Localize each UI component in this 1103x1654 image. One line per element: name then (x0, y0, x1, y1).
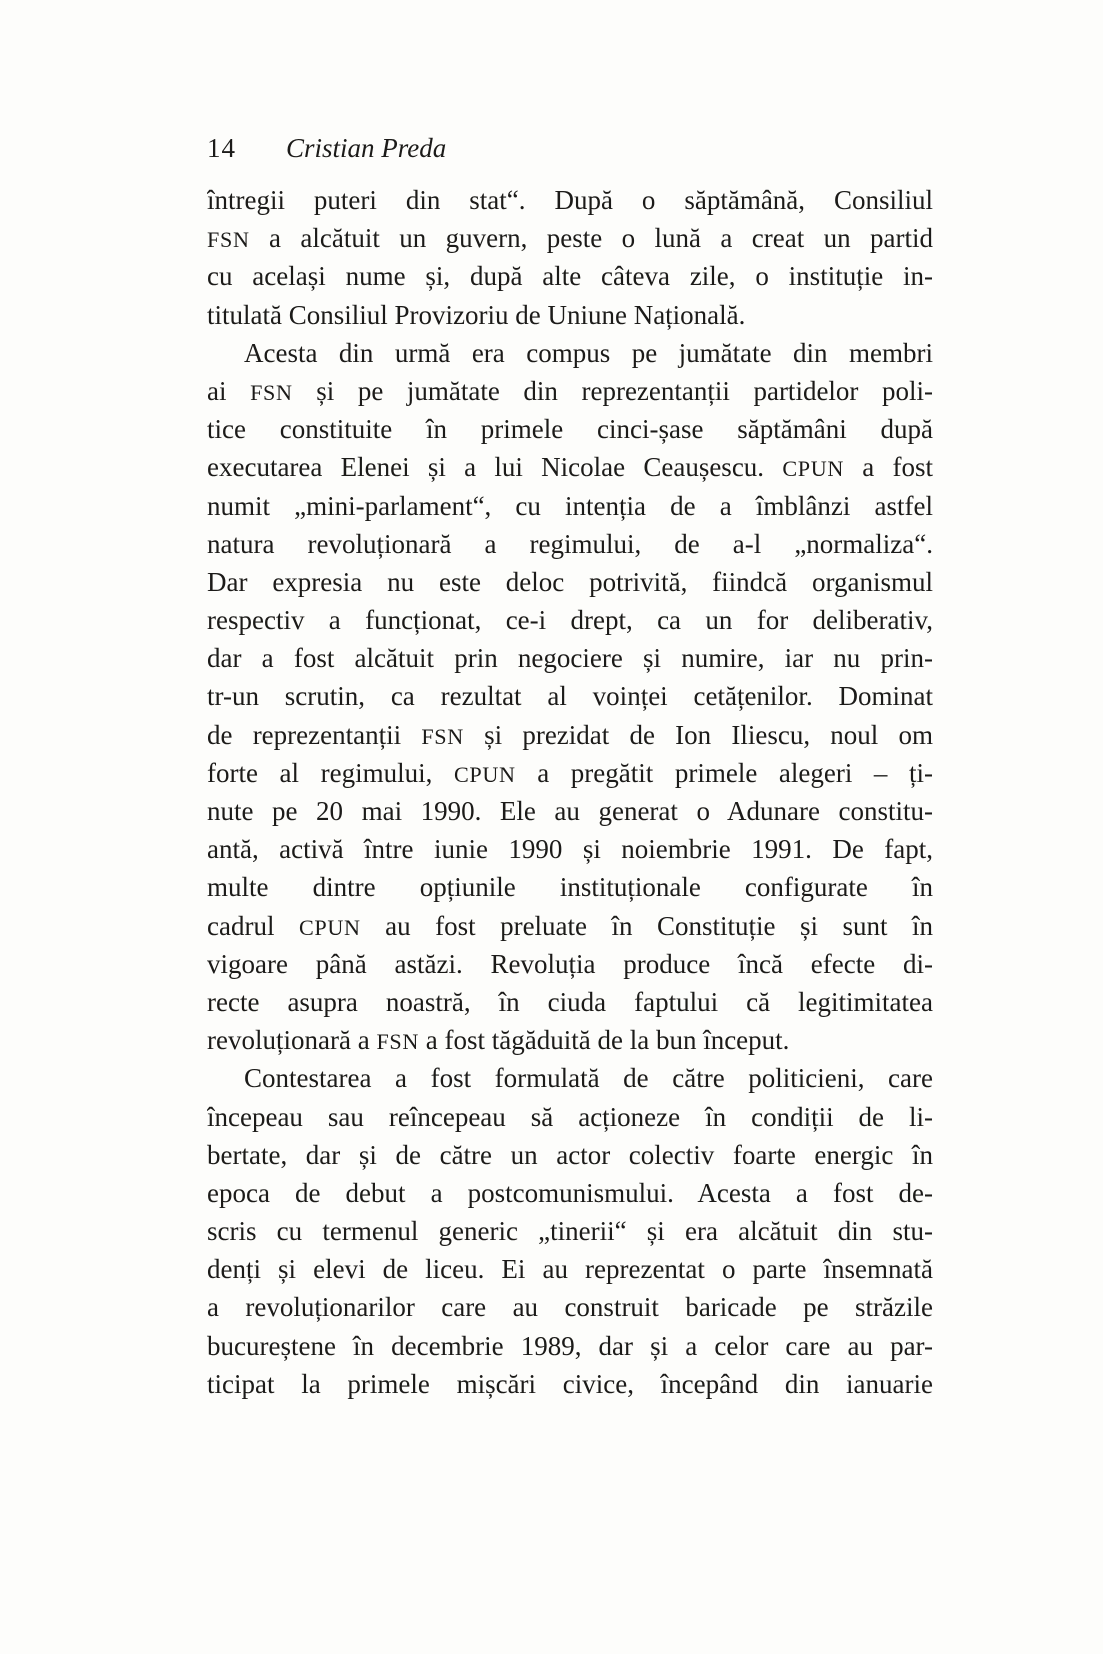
text-line: numit „mini-parlament“, cu intenția de a îmblânzi astfel (207, 490, 933, 521)
text-line: respectiv a funcționat, ce-i drept, ca un for deliberativ, (207, 605, 933, 636)
small-caps-acronym: CPUN (782, 456, 844, 482)
text-line: epoca de debut a postcomunismului. Acesta a fost de- (207, 1177, 933, 1208)
small-caps-acronym: FSN (421, 723, 464, 749)
small-caps-acronym: FSN (207, 227, 250, 253)
text-line: nute pe 20 mai 1990. Ele au generat o Adunare constitu- (207, 796, 933, 826)
text-line: a revoluționarilor care au construit baricade pe străzile (207, 1292, 933, 1323)
text-line: cadrul CPUN au fost preluate în Constituție și sunt în (207, 910, 933, 941)
text-line: de reprezentanții FSN și prezidat de Ion Iliescu, noul om (207, 719, 933, 750)
text-line: bucureștene în decembrie 1989, dar și a celor care au par- (207, 1330, 933, 1361)
small-caps-acronym: FSN (376, 1029, 420, 1055)
text-line: antă, activă între iunie 1990 și noiembrie 1991. De fapt, (207, 834, 933, 865)
text-line: cu același nume și, după alte câteva zile, o instituție in- (207, 261, 933, 292)
text-line: denți și elevi de liceu. Ei au reprezentat o parte însemnată (207, 1254, 933, 1285)
text-line: FSN a alcătuit un guvern, peste o lună a creat un partid (207, 223, 933, 254)
text-line: natura revoluționară a regimului, de a-l „normaliza“. (207, 528, 933, 559)
text-line: titulată Consiliul Provizoriu de Uniune Națională. (207, 299, 746, 330)
text-line: multe dintre opțiunile instituționale configurate în (207, 872, 933, 903)
text-line: ai FSN și pe jumătate din reprezentanții partidelor poli- (207, 375, 933, 406)
text-line: începeau sau reîncepeau să acționeze în condiții de li- (207, 1101, 933, 1132)
text-line: Contestarea a fost formulată de către politicieni, care (244, 1063, 933, 1094)
text-line: tr-un scrutin, ca rezultat al voinței cetățenilor. Dominat (207, 681, 933, 712)
text-line: Dar expresia nu este deloc potrivită, fiindcă organismul (207, 566, 933, 597)
running-header (207, 131, 933, 165)
small-caps-acronym: CPUN (453, 761, 516, 787)
text-line: forte al regimului, CPUN a pregătit primele alegeri – ți- (207, 757, 933, 788)
text-line: Acesta din urmă era compus pe jumătate din membri (244, 337, 933, 368)
text-line: revoluționară a FSN a fost tăgăduită de la bun început. (207, 1025, 790, 1056)
text-line: recte asupra noastră, în ciuda faptului că legitimitatea (207, 986, 933, 1017)
text-line: executarea Elenei și a lui Nicolae Ceaușescu. CPUN a fost (207, 452, 933, 483)
text-line: dar a fost alcătuit prin negociere și numire, iar nu prin- (207, 643, 933, 674)
text-line: bertate, dar și de către un actor colectiv foarte energic în (207, 1139, 933, 1170)
text-line: vigoare până astăzi. Revoluția produce încă efecte di- (207, 948, 933, 979)
text-line: tice constituite în primele cinci-șase săptămâni după (207, 414, 933, 445)
small-caps-acronym: CPUN (298, 914, 361, 940)
text-column (207, 181, 933, 1403)
text-line: întregii puteri din stat“. După o săptămână, Consiliul (207, 185, 933, 215)
page-number: 14 (207, 133, 236, 163)
text-line: ticipat la primele mișcări civice, începând din ianuarie (207, 1368, 933, 1399)
text-line: scris cu termenul generic „tinerii“ și era alcătuit din stu- (207, 1216, 933, 1247)
running-title: Cristian Preda (286, 133, 447, 163)
small-caps-acronym: FSN (250, 379, 293, 405)
